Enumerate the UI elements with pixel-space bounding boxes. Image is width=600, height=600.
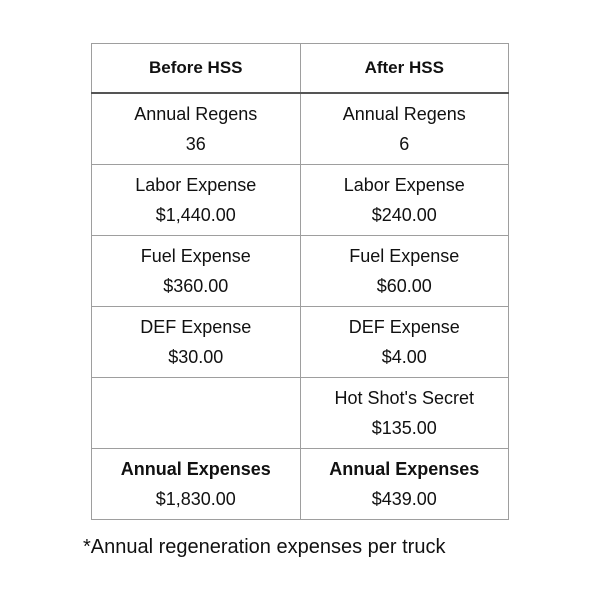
cell-label: Fuel Expense <box>349 246 460 266</box>
cell-before-def-expense <box>92 307 301 378</box>
cell-before-fuel-expense <box>92 236 301 307</box>
cell-value: $1,440.00 <box>155 205 236 225</box>
cell-after-fuel-expense <box>300 236 509 307</box>
table-row-fuel-expense <box>92 236 509 307</box>
cell-value: $360.00 <box>163 276 229 296</box>
cell-label: Hot Shot's Secret <box>334 388 474 408</box>
cell-label: Annual Expenses <box>120 459 271 479</box>
cell-value: $4.00 <box>381 347 427 367</box>
cell-before-labor-expense <box>92 165 301 236</box>
cell-label: Annual Regens <box>342 104 466 124</box>
table-row-def-expense <box>92 307 509 378</box>
cell-after-hot-shots-secret <box>300 378 509 449</box>
cell-value: $135.00 <box>371 418 437 438</box>
cell-after-labor-expense <box>300 165 509 236</box>
table-row-annual-regens <box>92 93 509 165</box>
cell-label: DEF Expense <box>140 317 252 337</box>
cell-label: Labor Expense <box>343 175 465 195</box>
table-row-labor-expense <box>92 165 509 236</box>
cell-after-annual-regens <box>300 93 509 165</box>
cell-label: Annual Regens <box>134 104 258 124</box>
cell-value: 6 <box>399 134 410 154</box>
expense-comparison-table <box>91 43 509 520</box>
cell-after-annual-expenses <box>300 449 509 520</box>
cell-before-annual-regens <box>92 93 301 165</box>
cell-label: DEF Expense <box>348 317 460 337</box>
cell-label: Annual Expenses <box>329 459 480 479</box>
header-after-hss: After HSS <box>300 44 509 94</box>
cell-after-def-expense <box>300 307 509 378</box>
header-row <box>92 44 509 94</box>
cell-value: $439.00 <box>371 489 437 509</box>
cell-value: $1,830.00 <box>155 489 236 509</box>
footnote: *Annual regeneration expenses per truck <box>83 536 446 558</box>
table-row-hot-shots-secret <box>92 378 509 449</box>
header-before-hss: Before HSS <box>92 44 301 94</box>
cell-before-empty <box>92 378 301 449</box>
cell-value: 36 <box>185 134 206 154</box>
table-row-annual-expenses <box>92 449 509 520</box>
cell-before-annual-expenses <box>92 449 301 520</box>
cell-value: $240.00 <box>371 205 437 225</box>
cell-value: $60.00 <box>376 276 432 296</box>
cell-label: Labor Expense <box>135 175 257 195</box>
cell-label: Fuel Expense <box>140 246 251 266</box>
cell-value: $30.00 <box>168 347 224 367</box>
